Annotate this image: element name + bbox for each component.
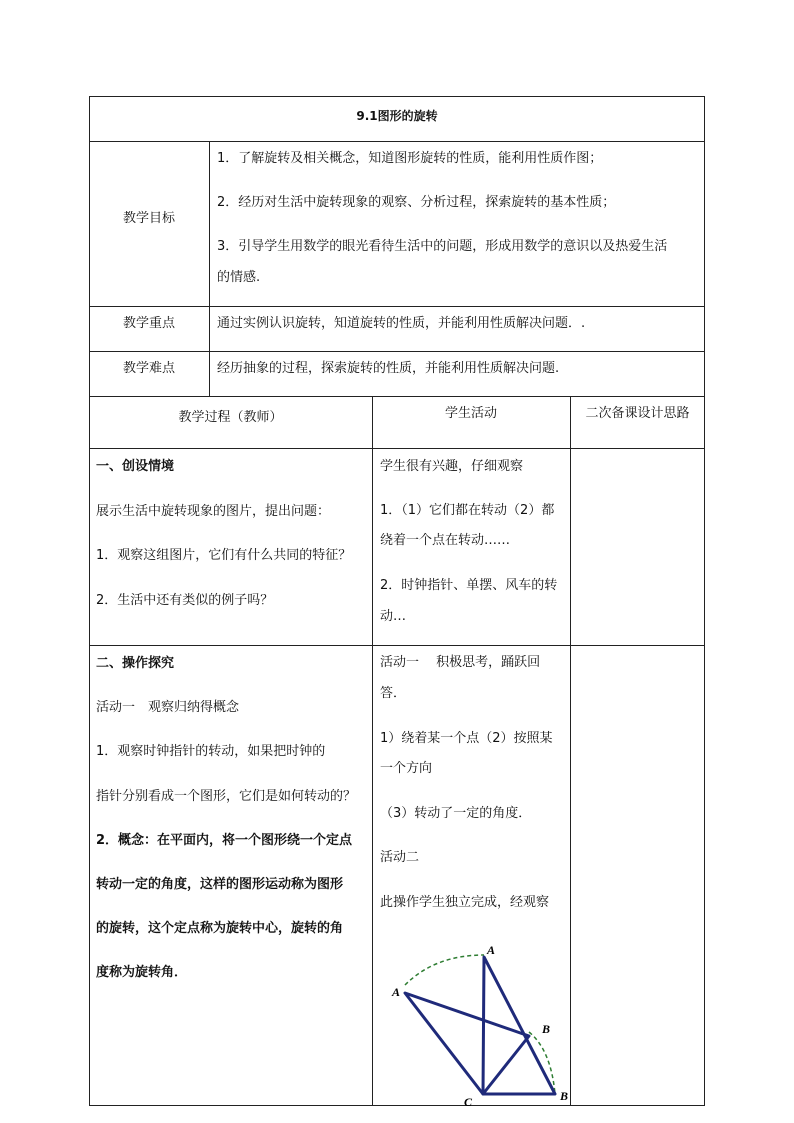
section2-student-line: 答． <box>380 686 407 701</box>
section1-student-line: 动… <box>380 609 407 624</box>
concept-line: 的旋转，这个定点称为旋转中心，旋转的角 <box>96 921 344 936</box>
section1-student-line: 学生很有兴趣，仔细观察 <box>380 459 524 474</box>
row-divider <box>89 448 705 449</box>
section2-teacher-line: 1．观察时钟指针的转动，如果把时钟的 <box>96 744 326 759</box>
section2-student-line: 1）绕着某一个点（2）按照某 <box>380 731 553 746</box>
goal-item: 3．引导学生用数学的眼光看待生活中的问题，形成用数学的意识以及热爱生活 <box>217 239 668 254</box>
label-a-rotated: A <box>487 943 496 957</box>
triangle-rotated <box>483 957 555 1094</box>
goal-item: 1．了解旋转及相关概念，知道图形旋转的性质，能利用性质作图； <box>217 151 603 166</box>
goals-label: 教学目标 <box>122 211 175 226</box>
col-divider-student <box>372 396 373 1106</box>
goal-item: 的情感. <box>217 270 261 285</box>
section1-student-line: 1．（1）它们都在转动（2）都 <box>380 503 555 518</box>
section2-teacher-line: 活动一 观察归纳得概念 <box>96 700 240 715</box>
section1-student-line: 绕着一个点在转动…… <box>380 533 511 548</box>
section1-heading: 一、创设情境 <box>96 459 175 474</box>
section1-student-line: 2．时钟指针、单摆、风车的转 <box>380 578 558 593</box>
label-b-original: B <box>542 1022 551 1036</box>
row-divider <box>89 396 705 397</box>
section2-student-line: 活动一 积极思考，踊跃回 <box>380 655 541 670</box>
section2-student-line: 此操作学生独立完成，经观察 <box>380 895 550 910</box>
row-divider <box>89 141 705 142</box>
rotation-arc-b <box>529 1032 555 1094</box>
rotation-arc-a <box>405 955 484 985</box>
col-header-notes: 二次备课设计思路 <box>585 406 690 421</box>
goal-item: 2．经历对生活中旋转现象的观察、分析过程，探索旋转的基本性质； <box>217 195 616 210</box>
table-border-top <box>89 96 705 97</box>
col-header-teacher: 教学过程（教师） <box>178 410 283 425</box>
section2-student-line: 一个方向 <box>380 761 433 776</box>
section2-student-line: 活动二 <box>380 850 420 865</box>
label-a-original: A <box>392 985 401 999</box>
table-border-left <box>89 96 90 1106</box>
key-point-label: 教学重点 <box>122 316 175 331</box>
col-divider-notes <box>570 396 571 1106</box>
concept-line: 度称为旋转角． <box>96 965 188 980</box>
table-border-bottom <box>89 1105 705 1106</box>
row-divider <box>89 306 705 307</box>
concept-line: 2．概念：在平面内，将一个图形绕一个定点 <box>96 833 353 848</box>
concept-line: 转动一定的角度，这样的图形运动称为图形 <box>96 877 344 892</box>
section1-teacher-line: 2．生活中还有类似的例子吗？ <box>96 593 274 608</box>
difficulty-label: 教学难点 <box>122 361 175 376</box>
section2-student-line: （3）转动了一定的角度． <box>380 806 532 821</box>
row-divider <box>89 645 705 646</box>
key-point-text: 通过实例认识旋转，知道旋转的性质，并能利用性质解决问题．. <box>217 316 586 331</box>
col-header-student: 学生活动 <box>444 406 497 421</box>
section2-heading: 二、操作探究 <box>96 656 175 671</box>
label-b-rotated: B <box>560 1089 569 1103</box>
section2-teacher-line: 指针分别看成一个图形，它们是如何转动的？ <box>96 789 357 804</box>
section1-teacher-line: 1．观察这组图片，它们有什么共同的特征？ <box>96 548 352 563</box>
table-border-right <box>704 96 705 1106</box>
label-c: C <box>464 1095 473 1109</box>
page-title: 9.1图形的旋转 <box>356 109 438 123</box>
row-divider <box>89 351 705 352</box>
difficulty-text: 经历抽象的过程，探索旋转的性质，并能利用性质解决问题. <box>217 361 560 376</box>
section1-teacher-line: 展示生活中旋转现象的图片，提出问题： <box>96 504 331 519</box>
col-divider-label <box>209 141 210 397</box>
triangle-original <box>405 993 529 1094</box>
